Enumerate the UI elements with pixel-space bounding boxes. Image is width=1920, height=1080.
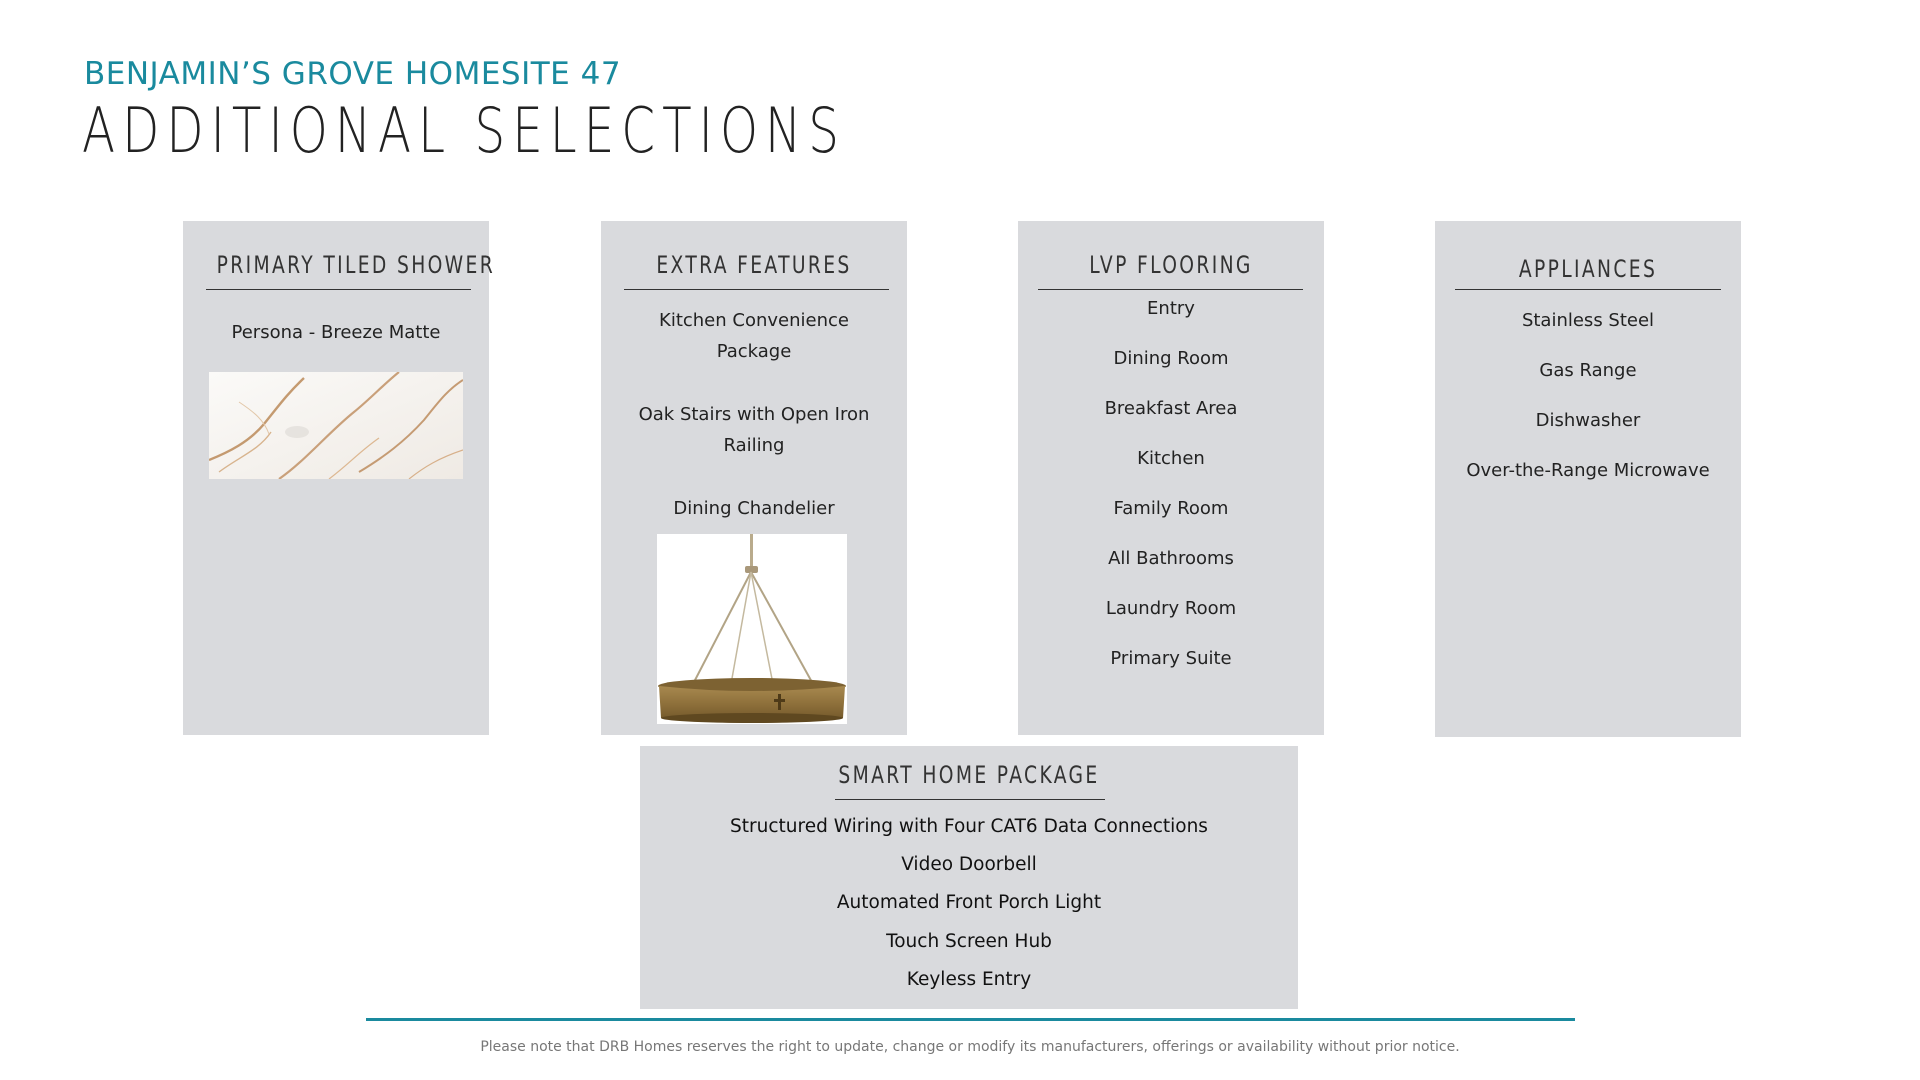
card-heading: SMART HOME PACKAGE [838, 761, 1100, 789]
card-primary-tiled-shower [183, 221, 496, 735]
heading-divider [835, 799, 1105, 800]
list-item: Gas Range [1539, 360, 1637, 381]
card-heading: PRIMARY TILED SHOWER [216, 251, 496, 279]
list-item: Over-the-Range Microwave [1466, 460, 1710, 481]
chandelier-image [657, 534, 847, 724]
heading-divider [206, 289, 471, 290]
list-item: Dining Chandelier [673, 498, 835, 519]
list-item: Video Doorbell [901, 854, 1037, 875]
list-item: Package [716, 341, 792, 362]
list-item: Entry [1147, 298, 1195, 319]
card-heading: EXTRA FEATURES [656, 251, 852, 279]
card-extra-features [601, 221, 907, 735]
list-item: Persona - Breeze Matte [231, 322, 441, 343]
list-item: Keyless Entry [906, 969, 1032, 990]
list-item: All Bathrooms [1108, 548, 1234, 569]
list-item: Dishwasher [1535, 410, 1641, 431]
marble-tile-image [209, 372, 463, 479]
list-item: Laundry Room [1105, 598, 1237, 619]
list-item: Automated Front Porch Light [836, 892, 1102, 913]
list-item: Stainless Steel [1521, 310, 1655, 331]
homesite-subtitle: BENJAMIN’S GROVE HOMESITE 47 [84, 56, 622, 92]
heading-divider [1455, 289, 1721, 290]
disclaimer-text: Please note that DRB Homes reserves the right to update, change or modify its manufacturers, offerings or availability without prior notice. [480, 1039, 1460, 1055]
chandelier-icon [657, 534, 847, 724]
marble-texture-icon [209, 372, 463, 479]
list-item: Railing [723, 435, 785, 456]
page-title: ADDITIONAL SELECTIONS [82, 94, 846, 167]
list-item: Breakfast Area [1104, 398, 1238, 419]
list-item: Touch Screen Hub [886, 931, 1052, 952]
card-lvp-flooring [1018, 221, 1324, 735]
list-item: Kitchen Convenience [659, 310, 849, 331]
card-smart-home-package [640, 746, 1298, 1009]
list-item: Dining Room [1113, 348, 1229, 369]
heading-divider [1038, 289, 1303, 290]
footer-divider [366, 1018, 1575, 1021]
list-item: Kitchen [1137, 448, 1205, 469]
list-item: Structured Wiring with Four CAT6 Data Connections [730, 816, 1208, 837]
list-item: Primary Suite [1110, 648, 1232, 669]
card-heading: LVP FLOORING [1089, 251, 1253, 279]
heading-divider [624, 289, 889, 290]
card-heading: APPLIANCES [1518, 255, 1658, 283]
list-item: Oak Stairs with Open Iron [638, 404, 870, 425]
list-item: Family Room [1113, 498, 1229, 519]
card-appliances [1435, 221, 1741, 737]
